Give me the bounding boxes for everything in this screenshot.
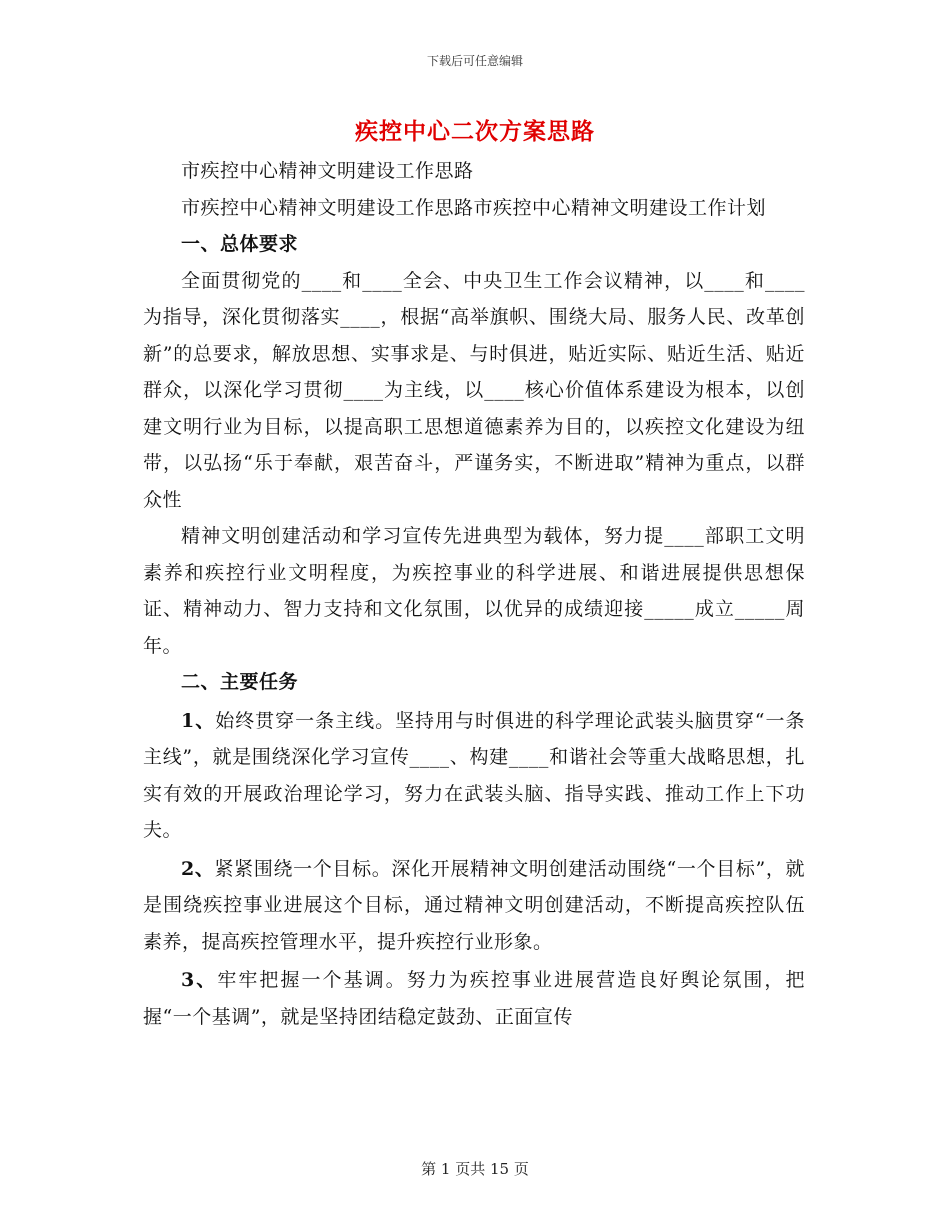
task-item-1-number: 1、	[181, 709, 216, 732]
paragraph-spiritual-civilization: 精神文明创建活动和学习宣传先进典型为载体，努力提____部职工文明素养和疾控行业文明程度，为疾控事业的科学进展、和谐进展提供思想保证、精神动力、智力支持和文化氛围，以优异的成绩迎接_____成立_____周年。	[143, 525, 805, 657]
page-number-footer: 第 1 页共 15 页	[421, 1160, 529, 1178]
task-item-1	[143, 703, 805, 849]
task-item-2-text: 紧紧围绕一个目标。深化开展精神文明创建活动围绕“一个目标”，就是围绕疾控事业进展这个目标，通过精神文明创建活动，不断提高疾控队伍素养，提高疾控管理水平，提升疾控行业形象。	[143, 857, 805, 953]
document-title: 疾控中心二次方案思路	[355, 118, 595, 145]
task-item-2	[143, 851, 805, 961]
task-item-3	[143, 962, 805, 1035]
page-header-note: 下载后可任意编辑	[426, 54, 523, 68]
paragraph-intro: 市疾控中心精神文明建设工作思路市疾控中心精神文明建设工作计划	[181, 196, 767, 219]
section-heading-general-requirements: 一、总体要求	[181, 233, 299, 255]
task-item-3-text: 牢牢把握一个基调。努力为疾控事业进展营造良好舆论氛围，把握“一个基调”，就是坚持团结稳定鼓劲、正面宣传	[143, 969, 805, 1028]
document-body	[143, 153, 805, 1035]
task-item-3-number: 3、	[181, 969, 218, 991]
task-item-2-number: 2、	[181, 857, 215, 880]
section-heading-main-tasks: 二、主要任务	[181, 671, 299, 693]
paragraph-subtitle: 市疾控中心精神文明建设工作思路	[181, 160, 474, 182]
task-item-1-text: 始终贯穿一条主线。坚持用与时俱进的科学理论武装头脑贯穿“一条主线”，就是围绕深化学习宣传____、构建____和谐社会等重大战略思想，扎实有效的开展政治理论学习，努力在武装头脑、指导实践、推动工作上下功夫。	[143, 709, 805, 841]
paragraph-general-requirements: 全面贯彻党的____和____全会、中央卫生工作会议精神，以____和____为指导，深化贯彻落实____，根据“高举旗帜、围绕大局、服务人民、改革创新”的总要求，解放思想、实事求是、与时俱进，贴近实际、贴近生活、贴近群众，以深化学习贯彻____为主线，以____核心价值体系建设为根本，以创建文明行业为目标，以提高职工思想道德素养为目的，以疾控文化建设为纽带，以弘扬“乐于奉献，艰苦奋斗，严谨务实，不断进取”精神为重点，以群众性	[143, 269, 805, 511]
